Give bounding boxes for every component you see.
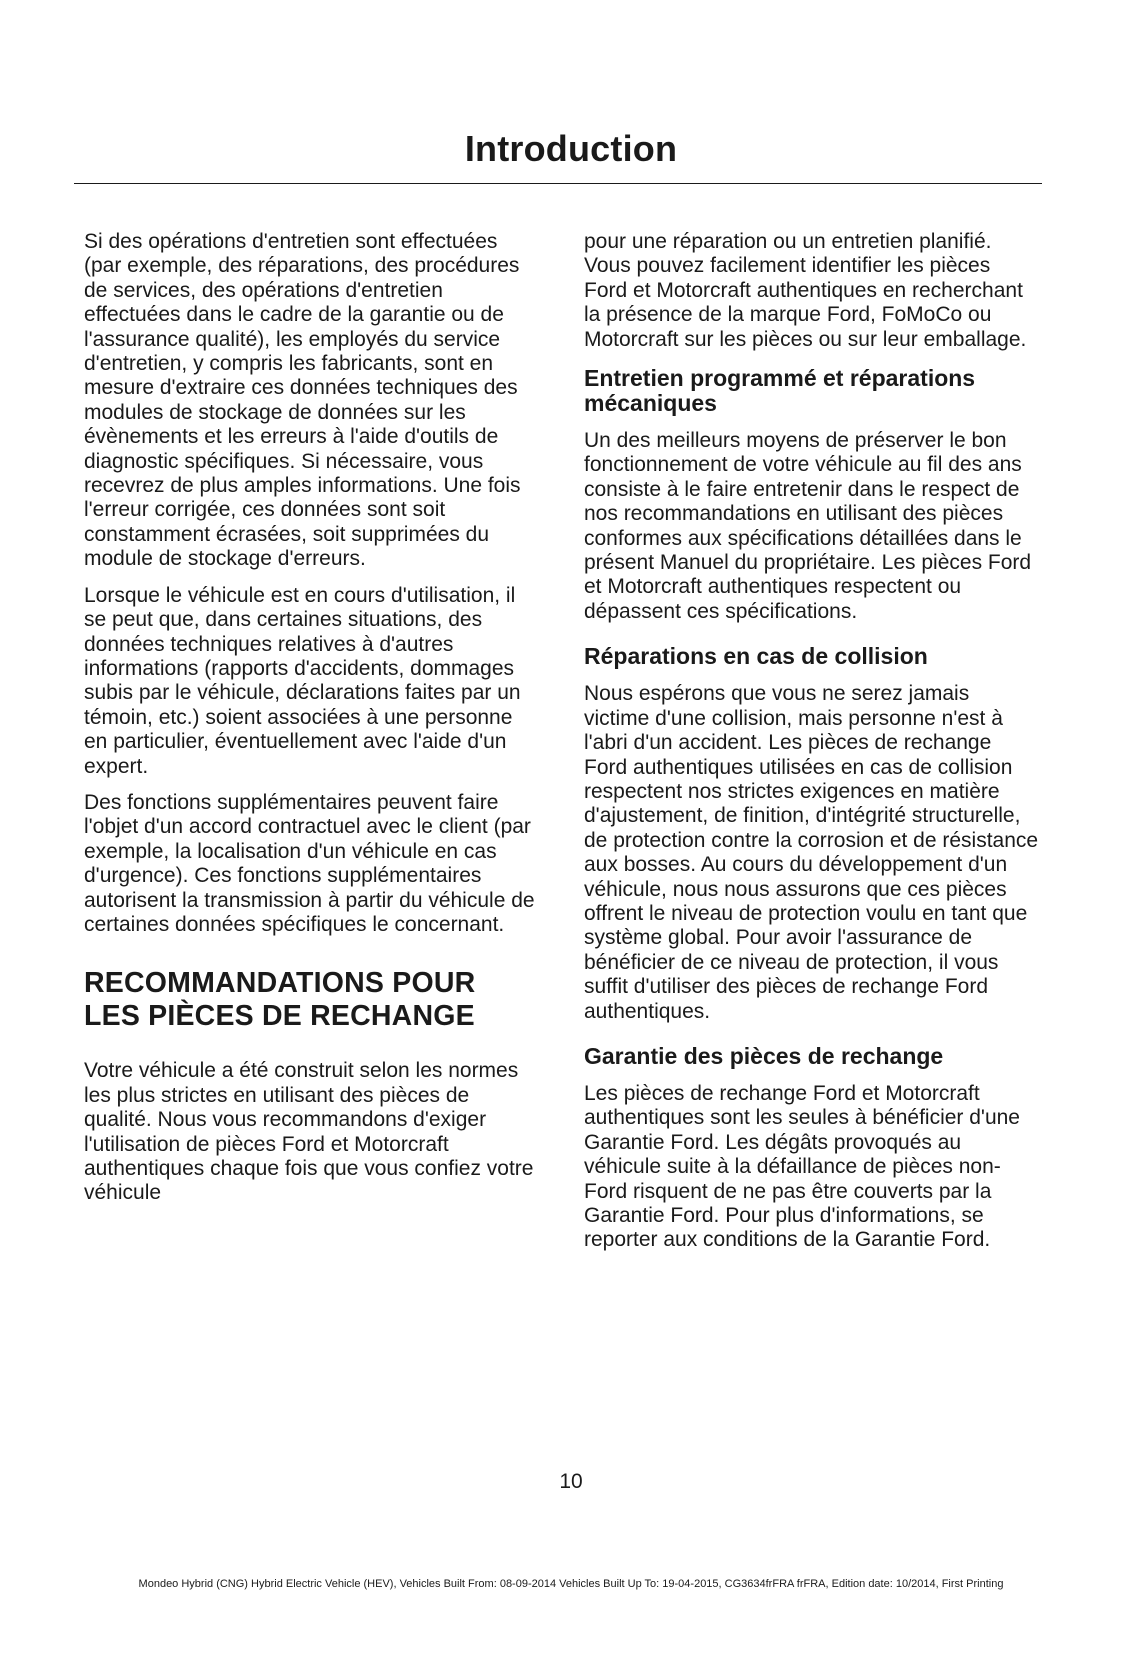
footer-edition-info: Mondeo Hybrid (CNG) Hybrid Electric Vehicle (HEV), Vehicles Built From: 08-09-2014 Vehicles Built Up To: 19-04-2015, CG3634frFRA frFRA, Edition date: 10/2014, First Printing — [138, 1578, 1004, 1590]
left-column — [84, 230, 536, 1218]
subheading-parts-warranty: Garantie des pièces de rechange — [584, 1042, 944, 1069]
subheading-scheduled-maintenance: Entretien programmé et réparations mécaniques — [584, 365, 976, 417]
section-heading-spare-parts: RECOMMANDATIONS POUR LES PIÈCES DE RECHANGE — [84, 967, 476, 1033]
paragraph-scheduled-maintenance: Un des meilleurs moyens de préserver le bon fonctionnement de votre véhicule au fil des ans consiste à le faire entretenir dans le respect de nos recommandations en utilisant des pièces conformes aux spécifications détaillées dans le présent Manuel du propriétaire. Les pièces Ford et Motorcraft authentiques respectent ou dépassent ces spécifications. — [584, 429, 1032, 623]
paragraph-additional-functions: Des fonctions supplémentaires peuvent faire l'objet d'un accord contractuel avec le client (par exemple, la localisation d'un véhicule en cas d'urgence). Ces fonctions supplémentaires autorisent la transmission à partir du véhicule de certaines données spécifiques le concernant. — [84, 790, 535, 936]
paragraph-spare-parts-intro: Votre véhicule a été construit selon les normes les plus strictes en utilisant des pièces de qualité. Nous vous recommandons d'exiger l'utilisation de pièces Ford et Motorcraft authentiques chaque fois que vous confiez votre véhicule — [84, 1059, 534, 1205]
paragraph-data-association: Lorsque le véhicule est en cours d'utilisation, il se peut que, dans certaines situations, des données techniques relatives à d'autres informations (rapports d'accidents, dommages subis par le véhicule, déclarations faites par un témoin, etc.) soient associées à une personne en particulier, éventuellement avec l'aide d'un expert. — [84, 583, 521, 778]
paragraph-spare-parts-continued: pour une réparation ou un entretien planifié. Vous pouvez facilement identifier les pièces Ford et Motorcraft authentiques en recherchant la présence de la marque Ford, FoMoCo ou Motorcraft sur les pièces ou sur leur emballage. — [584, 230, 1027, 351]
subheading-collision-repairs: Réparations en cas de collision — [584, 643, 928, 670]
page-title: Introduction — [464, 128, 678, 169]
paragraph-parts-warranty: Les pièces de rechange Ford et Motorcraft authentiques sont les seules à bénéficier d'une Garantie Ford. Les dégâts provoqués au véhicule suite à la défaillance de pièces non-Ford risquent de ne pas être couverts par la Garantie Ford. Pour plus d'informations, se reporter aux conditions de la Garantie Ford. — [584, 1081, 1020, 1252]
paragraph-collision-repairs: Nous espérons que vous ne serez jamais victime d'une collision, mais personne n'est à l'abri d'un accident. Les pièces de rechange Ford authentiques utilisées en cas de collision respectent nos strictes exigences en matière d'ajustement, de finition, d'intégrité structurelle, de protection contre la corrosion et de résistance aux bosses. Au cours du développement d'un véhicule, nous nous assurons que ces pièces offrent le niveau de protection voulu en tant que système global. Pour avoir l'assurance de bénéficier de ce niveau de protection, il vous suffit d'utiliser des pièces de rechange Ford authentiques. — [584, 682, 1039, 1023]
page-number: 10 — [559, 1470, 583, 1493]
header-divider — [74, 183, 1042, 184]
right-column — [584, 230, 1039, 1265]
paragraph-data-extraction: Si des opérations d'entretien sont effectuées (par exemple, des réparations, des procédures de services, des opérations d'entretien effectuées dans le cadre de la garantie ou de l'assurance qualité), les employés du service d'entretien, y compris les fabricants, sont en mesure d'extraire ces données techniques des modules de stockage de données sur les évènements et les erreurs à l'aide d'outils de diagnostic spécifiques. Si nécessaire, vous recevrez de plus amples informations. Une fois l'erreur corrigée, ces données sont soit constamment écrasées, soit supprimées du module de stockage d'erreurs. — [84, 230, 521, 571]
